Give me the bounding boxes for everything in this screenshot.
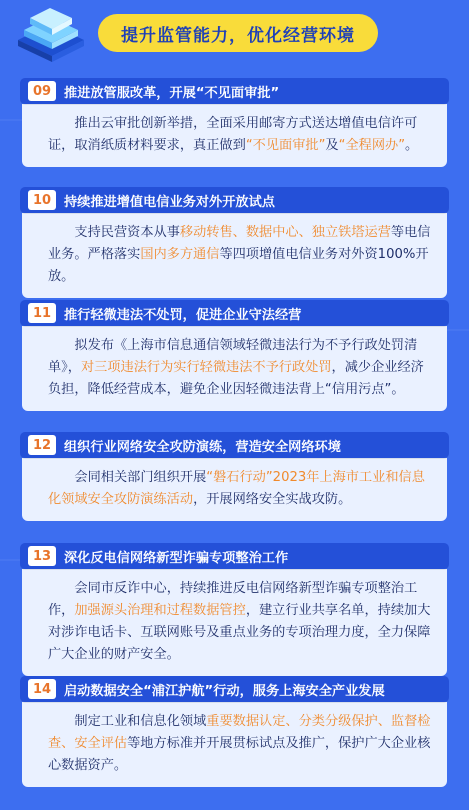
section-header [20,300,449,326]
body-text: 会同市反诈中心，持续推进反电信网络新型诈骗专项整治工作， [48,581,418,618]
body-text: 等电信业务。严格落实 [48,225,431,262]
page-title: 提升监管能力，优化经营环境 [98,14,378,52]
section-number: 12 [28,435,56,455]
body-text: 及 [325,138,339,153]
section-header [20,676,449,702]
section-number: 10 [28,190,56,210]
section-13 [20,543,449,676]
section-number: 11 [28,303,56,323]
section-heading: 推行轻微违法不处罚，促进企业守法经营 [64,307,302,323]
body-text: 。 [405,138,419,153]
section-10 [20,187,449,298]
section-body [22,569,447,676]
body-text: 拟发布《上海市信息通信领域轻微违法行为不予行政处罚清单》， [48,338,418,375]
section-body [22,458,447,521]
section-body [22,326,447,411]
section-heading: 组织行业网络安全攻防演练，营造安全网络环境 [64,439,341,455]
section-number: 13 [28,546,56,566]
section-14 [20,676,449,787]
section-number: 14 [28,679,56,699]
section-body [22,104,447,167]
body-text: 推出云审批创新举措，全面采用邮寄方式送达增值电信许可证，取消纸质材料要求，真正做到 [48,116,418,153]
section-header [20,187,449,213]
section-heading: 深化反电信网络新型诈骗专项整治工作 [64,550,289,566]
section-heading: 启动数据安全“浦江护航”行动，服务上海安全产业发展 [64,683,385,699]
highlight-text: “磐石行动”2023年上海市工业和信息化领域安全攻防演练活动 [48,470,425,507]
highlight-text: 移动转售、数据中心、独立铁塔运营 [179,225,391,240]
section-body [22,702,447,787]
highlight-text: “不见面审批” [245,138,326,153]
section-12 [20,432,449,521]
body-text: 会同相关部门组织开展 [74,470,207,485]
highlight-text: 重要数据认定、分类分级保护、监督检查、安全评估 [48,714,431,751]
highlight-text: 国内多方通信 [140,247,220,262]
highlight-text: “全程网办” [338,138,406,153]
section-header [20,432,449,458]
section-number: 09 [28,81,56,101]
section-heading: 持续推进增值电信业务对外开放试点 [64,194,275,210]
server-cube-icon [10,0,92,64]
section-header [20,78,449,104]
section-11 [20,300,449,411]
body-text: ，减少企业经济负担，降低经营成本，避免企业因轻微违法背上“信用污点”。 [48,360,424,397]
body-text: 支持民营资本从事 [74,225,180,240]
body-text: 等四项增值电信业务对外资100%开放。 [48,247,429,284]
body-text: ，开展网络安全实战攻防。 [193,492,352,507]
section-heading: 推进放管服改革，开展“不见面审批” [64,85,280,101]
highlight-text: 对三项违法行为实行轻微违法不予行政处罚 [80,360,332,375]
highlight-text: 加强源头治理和过程数据管控 [74,603,246,618]
section-header [20,543,449,569]
body-text: 制定工业和信息化领域 [74,714,207,729]
body-text: ，建立行业共享名单，持续加大对涉诈电话卡、互联网账号及重点业务的专项治理力度，全力保障广大企业的财产安全。 [48,603,431,662]
section-09 [20,78,449,167]
body-text: 等地方标准并开展贯标试点及推广，保护广大企业核心数据资产。 [48,736,431,773]
section-body [22,213,447,298]
